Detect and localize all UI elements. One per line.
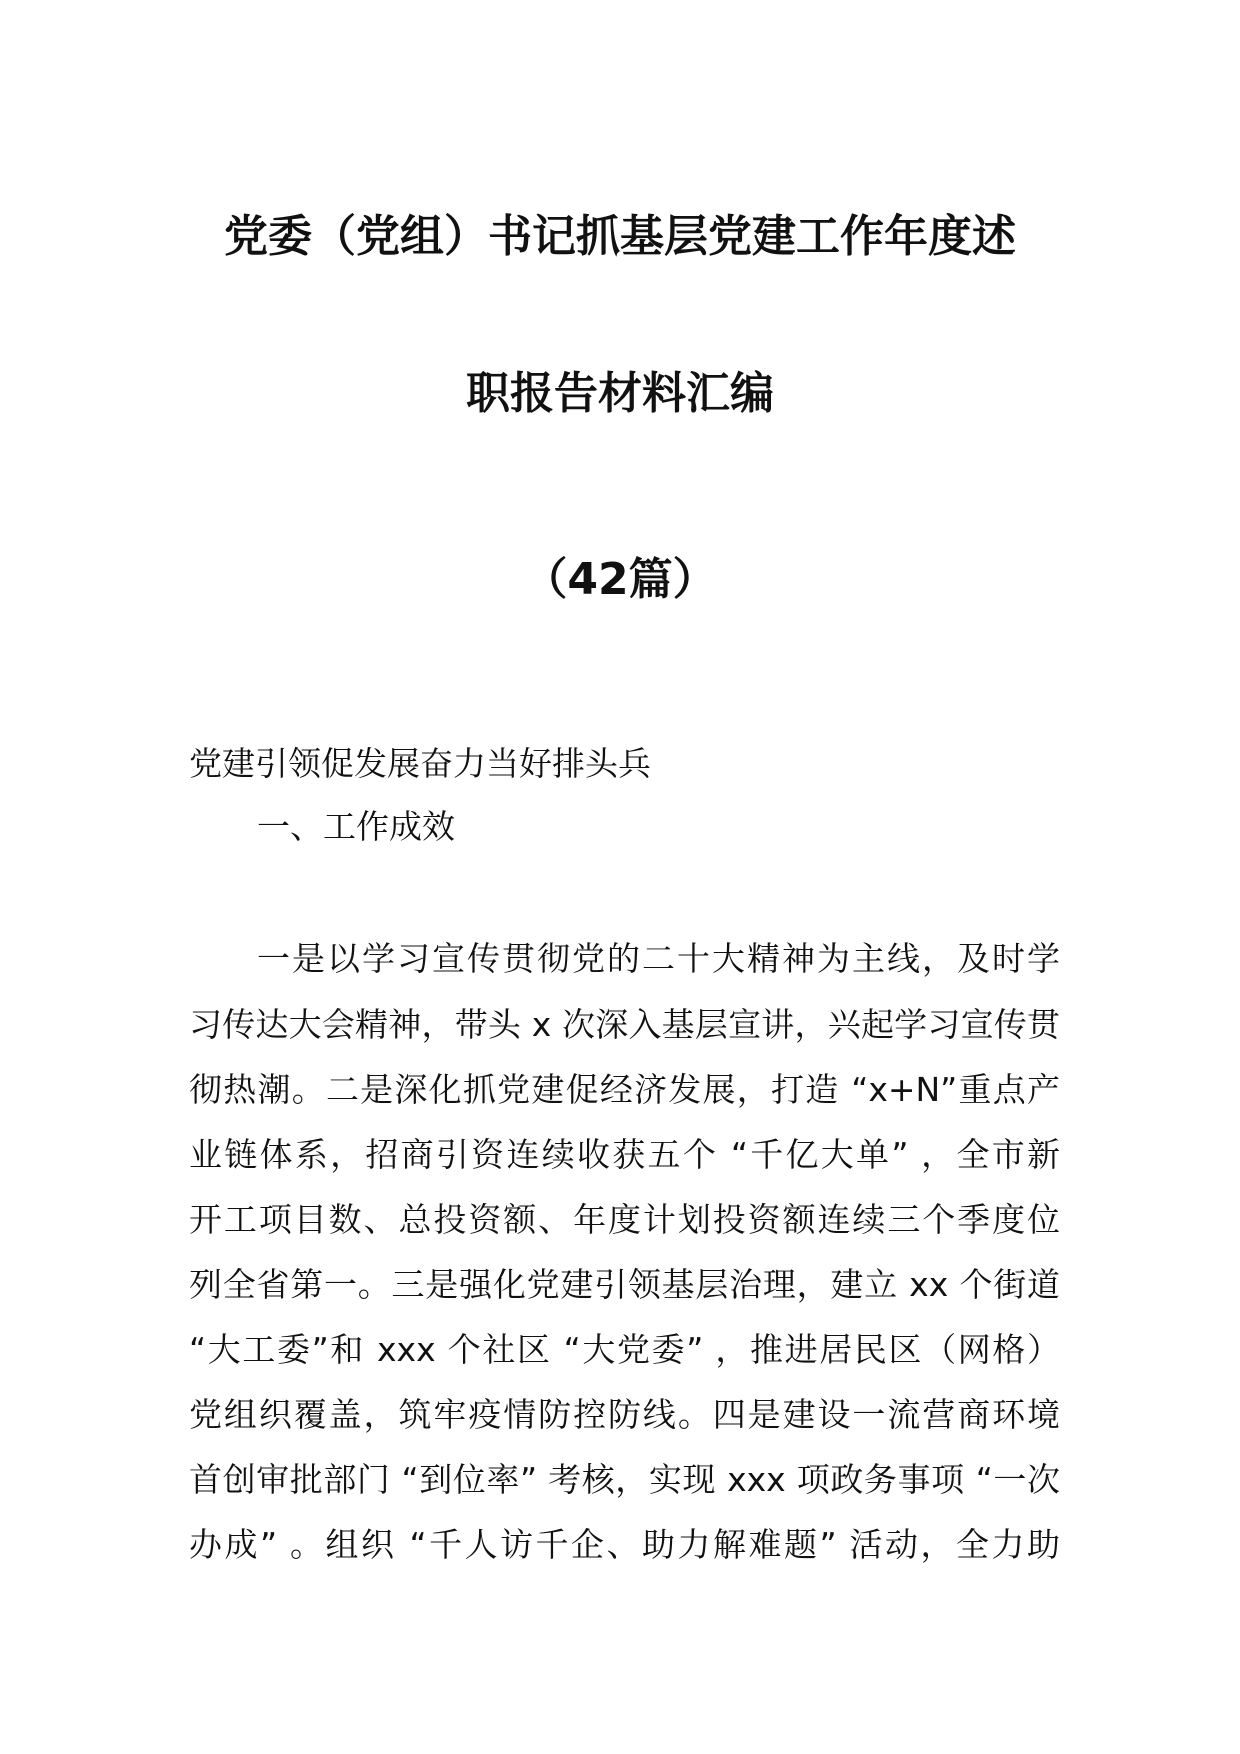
body-line: 首创审批部门 “到位率” 考核，实现 xxx 项政务事项 “一次 — [189, 1460, 1060, 1499]
document-title-line-2: 职报告材料汇编 — [466, 368, 774, 419]
body-line: 列全省第一。三是强化党建引领基层治理，建立 xx 个街道 — [189, 1265, 1060, 1304]
body-line: “大工委”和 xxx 个社区 “大党委” ，推进居民区（网格） — [189, 1330, 1060, 1369]
article-subtitle: 党建引领促发展奋力当好排头兵 — [189, 744, 651, 783]
body-line: 彻热潮。二是深化抓党建促经济发展，打造 “x+N”重点产 — [189, 1070, 1060, 1109]
body-line: 开工项目数、总投资额、年度计划投资额连续三个季度位 — [189, 1200, 1060, 1239]
body-line: 党组织覆盖，筑牢疫情防控防线。四是建设一流营商环境 — [189, 1395, 1060, 1434]
body-line: 习传达大会精神，带头 x 次深入基层宣讲，兴起学习宣传贯 — [189, 1005, 1060, 1044]
body-line: 业链体系，招商引资连续收获五个 “千亿大单” ，全市新 — [189, 1135, 1060, 1174]
section-heading: 一、工作成效 — [257, 807, 455, 846]
document-title-count: （42篇） — [523, 554, 717, 605]
document-title-line-1: 党委（党组）书记抓基层党建工作年度述 — [224, 211, 1016, 262]
body-line: 办成” 。组织 “千人访千企、助力解难题” 活动，全力助 — [189, 1525, 1060, 1564]
body-line: 一是以学习宣传贯彻党的二十大精神为主线，及时学 — [257, 939, 1060, 978]
